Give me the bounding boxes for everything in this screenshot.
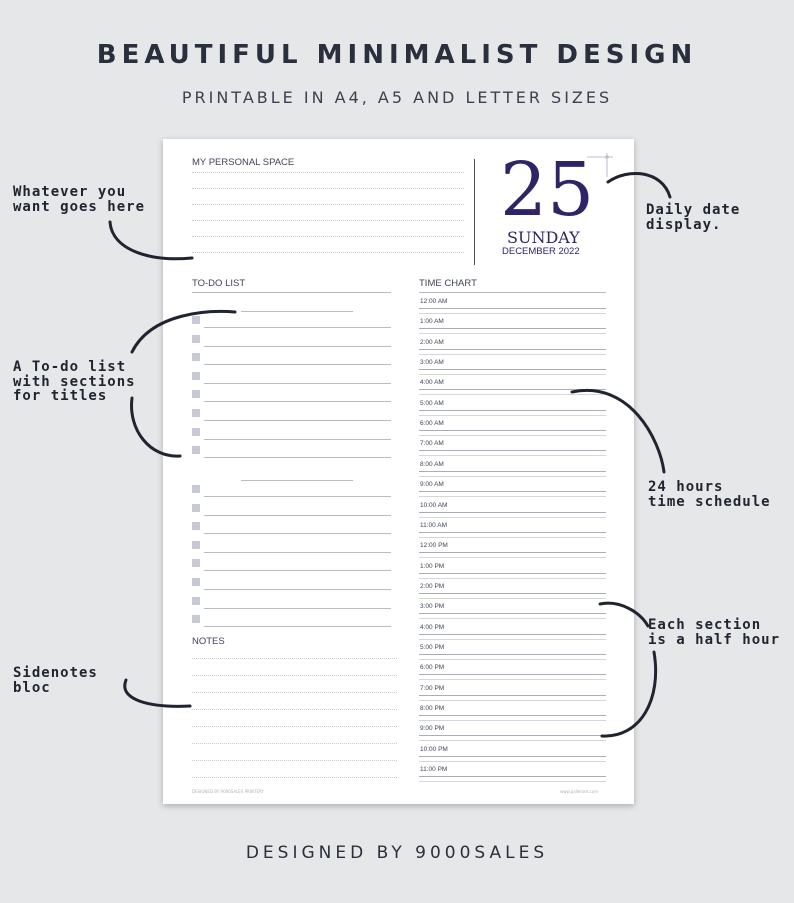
time-label: 3:00 PM (420, 603, 445, 611)
time-label: 12:00 PM (420, 542, 448, 550)
time-label: 8:00 PM (420, 705, 445, 712)
arrow-date (608, 173, 670, 197)
notes-label: NOTES (192, 636, 225, 647)
time-label: 5:00 AM (420, 399, 444, 407)
time-label: 11:00 AM (420, 521, 447, 529)
time-label: 9:00 PM (420, 725, 445, 733)
annotation-personal-space: Whatever you want goes here (13, 184, 146, 215)
date-month-year: DECEMBER 2022 (502, 246, 580, 257)
time-chart-label: TIME CHART (419, 278, 477, 289)
time-label: 10:00 PM (420, 745, 448, 753)
time-label: 2:00 PM (420, 582, 445, 590)
time-label: 3:00 AM (420, 359, 444, 367)
time-label: 4:00 PM (420, 623, 445, 631)
time-label: 12:00 AM (420, 298, 448, 305)
time-label: 10:00 AM (420, 501, 448, 509)
time-label: 7:00 AM (420, 440, 444, 448)
arrow-notes (125, 680, 190, 706)
annotation-half-hour: Each section is a half hour (648, 617, 781, 648)
time-label: 2:00 AM (420, 338, 444, 346)
arrow-personal (110, 222, 192, 259)
time-label: 5:00 PM (420, 643, 445, 651)
date-day: 25 (500, 147, 595, 233)
time-label: 1:00 PM (420, 562, 445, 570)
time-label: 6:00 AM (420, 420, 444, 428)
footer-url: www.palleroot.com (560, 789, 599, 794)
arrow-hours (572, 390, 664, 472)
annotation-daily-date: Daily date display. (646, 202, 741, 233)
time-label: 7:00 PM (420, 684, 445, 692)
time-label: 8:00 AM (420, 460, 444, 468)
designer-credit: DESIGNED BY 9000SALES (245, 843, 549, 863)
personal-space-label: MY PERSONAL SPACE (192, 157, 295, 168)
annotation-sidenotes: Sidenotes bloc (13, 665, 98, 696)
todo-label: TO-DO LIST (192, 278, 246, 289)
date-weekday: SUNDAY (507, 228, 580, 247)
annotation-24-hours: 24 hours time schedule (648, 479, 771, 510)
time-label: 9:00 AM (420, 481, 444, 489)
page-title: BEAUTIFUL MINIMALIST DESIGN (96, 40, 698, 70)
time-label: 1:00 AM (420, 318, 444, 326)
time-label: 4:00 AM (420, 379, 444, 387)
annotation-todo: A To-do list with sections for titles (13, 359, 136, 404)
page-subtitle: PRINTABLE IN A4, A5 AND LETTER SIZES (181, 88, 613, 107)
time-label: 6:00 PM (420, 664, 445, 672)
time-label: 11:00 PM (420, 766, 448, 774)
arrow-todo (132, 311, 235, 456)
footer-credit: DESIGNED BY 9000SALES PRINTERY (192, 789, 264, 794)
